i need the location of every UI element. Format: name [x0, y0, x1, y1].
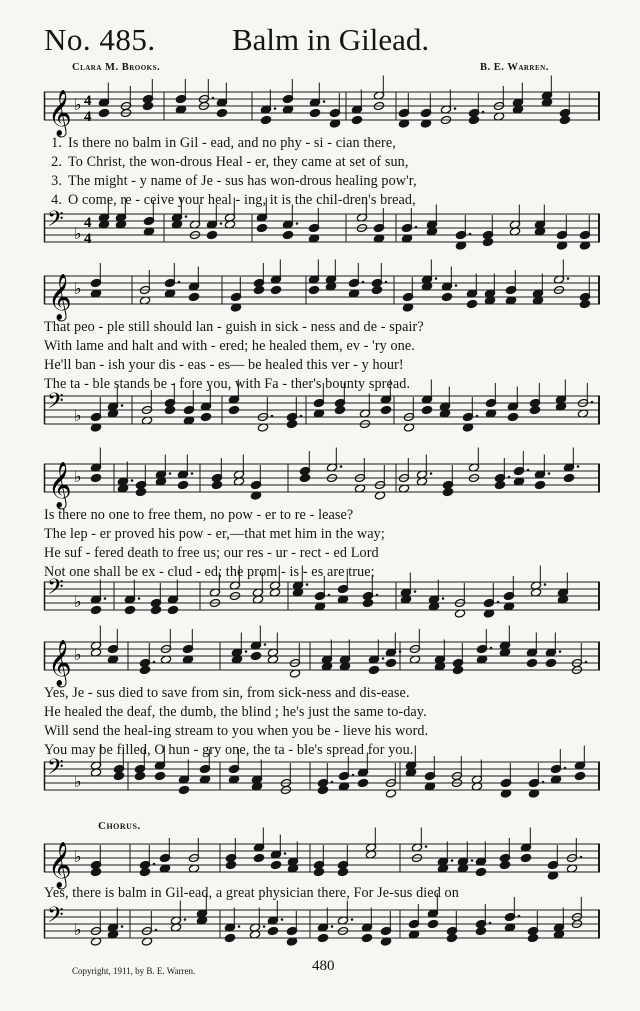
lyric-line: 4. O come, re - ceive your heal - ing, it is the chil-dren's bread, [51, 192, 416, 208]
lyric-line: 2. To Christ, the won-drous Heal - er, they came at set of sun, [51, 154, 409, 170]
lyric-line: He suf - fered death to free us; our res - ur - rect - ed Lord [44, 545, 379, 561]
lyric-line: 3. The might - y name of Je - sus has won-drous healing pow'r, [51, 173, 417, 189]
svg-text:𝄞: 𝄞 [48, 462, 72, 508]
lyric-line: Yes, Je - sus died to save from sin, from sick-ness and dis-ease. [44, 685, 410, 701]
svg-text:𝄢: 𝄢 [47, 207, 64, 237]
bass-staff-2 [44, 389, 600, 442]
music-system-2 [44, 262, 600, 432]
lyrics-block-1 [44, 134, 600, 210]
music-system-chorus [44, 830, 600, 950]
bass-staff-1 [44, 207, 600, 260]
composer-credit: B. E. Warren. [480, 62, 549, 73]
lyrics-block-chorus [44, 884, 600, 903]
copyright-notice: Copyright, 1911, by B. E. Warren. [72, 966, 196, 976]
svg-text:♭: ♭ [74, 224, 82, 243]
bass-staff-4 [44, 755, 600, 808]
lyric-line: Will send the heal-ing stream to you when you be - lieve his word. [44, 723, 429, 739]
hymn-number: No. 485. [44, 22, 156, 57]
lyric-line: With lame and halt and with - ered; he healed them, ev - 'ry one. [44, 338, 415, 354]
svg-text:𝄢: 𝄢 [47, 575, 64, 605]
svg-text:♭: ♭ [74, 592, 82, 611]
lyric-line: He'll ban - ish your dis - eas - es— be healed this ver - y hour! [44, 357, 404, 373]
lyric-line: Is there no one to free them, no pow - er to re - lease? [44, 507, 354, 523]
svg-text:♭: ♭ [74, 847, 82, 866]
bass-staff-chorus [44, 903, 600, 956]
music-system-1 [44, 78, 600, 248]
treble-staff-3 [44, 450, 600, 510]
svg-text:4: 4 [84, 93, 92, 109]
svg-text:♭: ♭ [74, 467, 82, 486]
svg-text:4: 4 [84, 231, 92, 247]
lyricist-credit: Clara M. Brooks. [72, 62, 161, 73]
lyrics-block-3 [44, 506, 600, 582]
svg-text:𝄞: 𝄞 [48, 640, 72, 686]
treble-staff-4 [44, 628, 600, 688]
lyrics-block-4 [44, 684, 600, 760]
hymn-title: Balm in Gilead. [232, 22, 430, 57]
page-number: 480 [312, 958, 335, 974]
chorus-label: Chorus. [98, 820, 141, 832]
treble-staff-1 [44, 78, 600, 138]
svg-text:♭: ♭ [74, 95, 82, 114]
lyric-line: He healed the deaf, the dumb, the blind ; he's just the same to-day. [44, 704, 427, 720]
svg-text:𝄢: 𝄢 [47, 755, 64, 785]
treble-staff-2 [44, 262, 600, 322]
lyrics-block-2 [44, 318, 600, 394]
svg-text:♭: ♭ [74, 645, 82, 664]
svg-text:𝄞: 𝄞 [48, 842, 72, 888]
svg-text:♭: ♭ [74, 406, 82, 425]
svg-text:𝄢: 𝄢 [47, 903, 64, 933]
lyric-line: Yes, there is balm in Gil-ead, a great physician there, For Je-sus died on [44, 885, 459, 901]
svg-text:4: 4 [84, 109, 92, 125]
svg-text:♭: ♭ [74, 772, 82, 791]
svg-text:𝄞: 𝄞 [48, 274, 72, 320]
lyric-line: Not one shall be ex - clud - ed; the prom - is - es are true; [44, 564, 375, 580]
svg-text:4: 4 [84, 215, 92, 231]
music-system-3 [44, 450, 600, 620]
lyric-line: The ta - ble stands be - fore you, with Fa - ther's bounty spread. [44, 376, 411, 392]
treble-staff-chorus [44, 830, 600, 890]
svg-text:𝄢: 𝄢 [47, 389, 64, 419]
svg-text:♭: ♭ [74, 920, 82, 939]
lyric-line: 1. Is there no balm in Gil - ead, and no phy - si - cian there, [51, 135, 396, 151]
svg-text:♭: ♭ [74, 279, 82, 298]
lyric-line: The lep - er proved his pow - er,—that met him in the way; [44, 526, 385, 542]
lyric-line: You may be filled, O hun - gry one, the ta - ble's spread for you. [44, 742, 414, 758]
bass-staff-3 [44, 575, 600, 628]
music-system-4 [44, 628, 600, 798]
svg-text:𝄞: 𝄞 [48, 90, 72, 136]
lyric-line: That peo - ple still should lan - guish in sick - ness and de - spair? [44, 319, 424, 335]
